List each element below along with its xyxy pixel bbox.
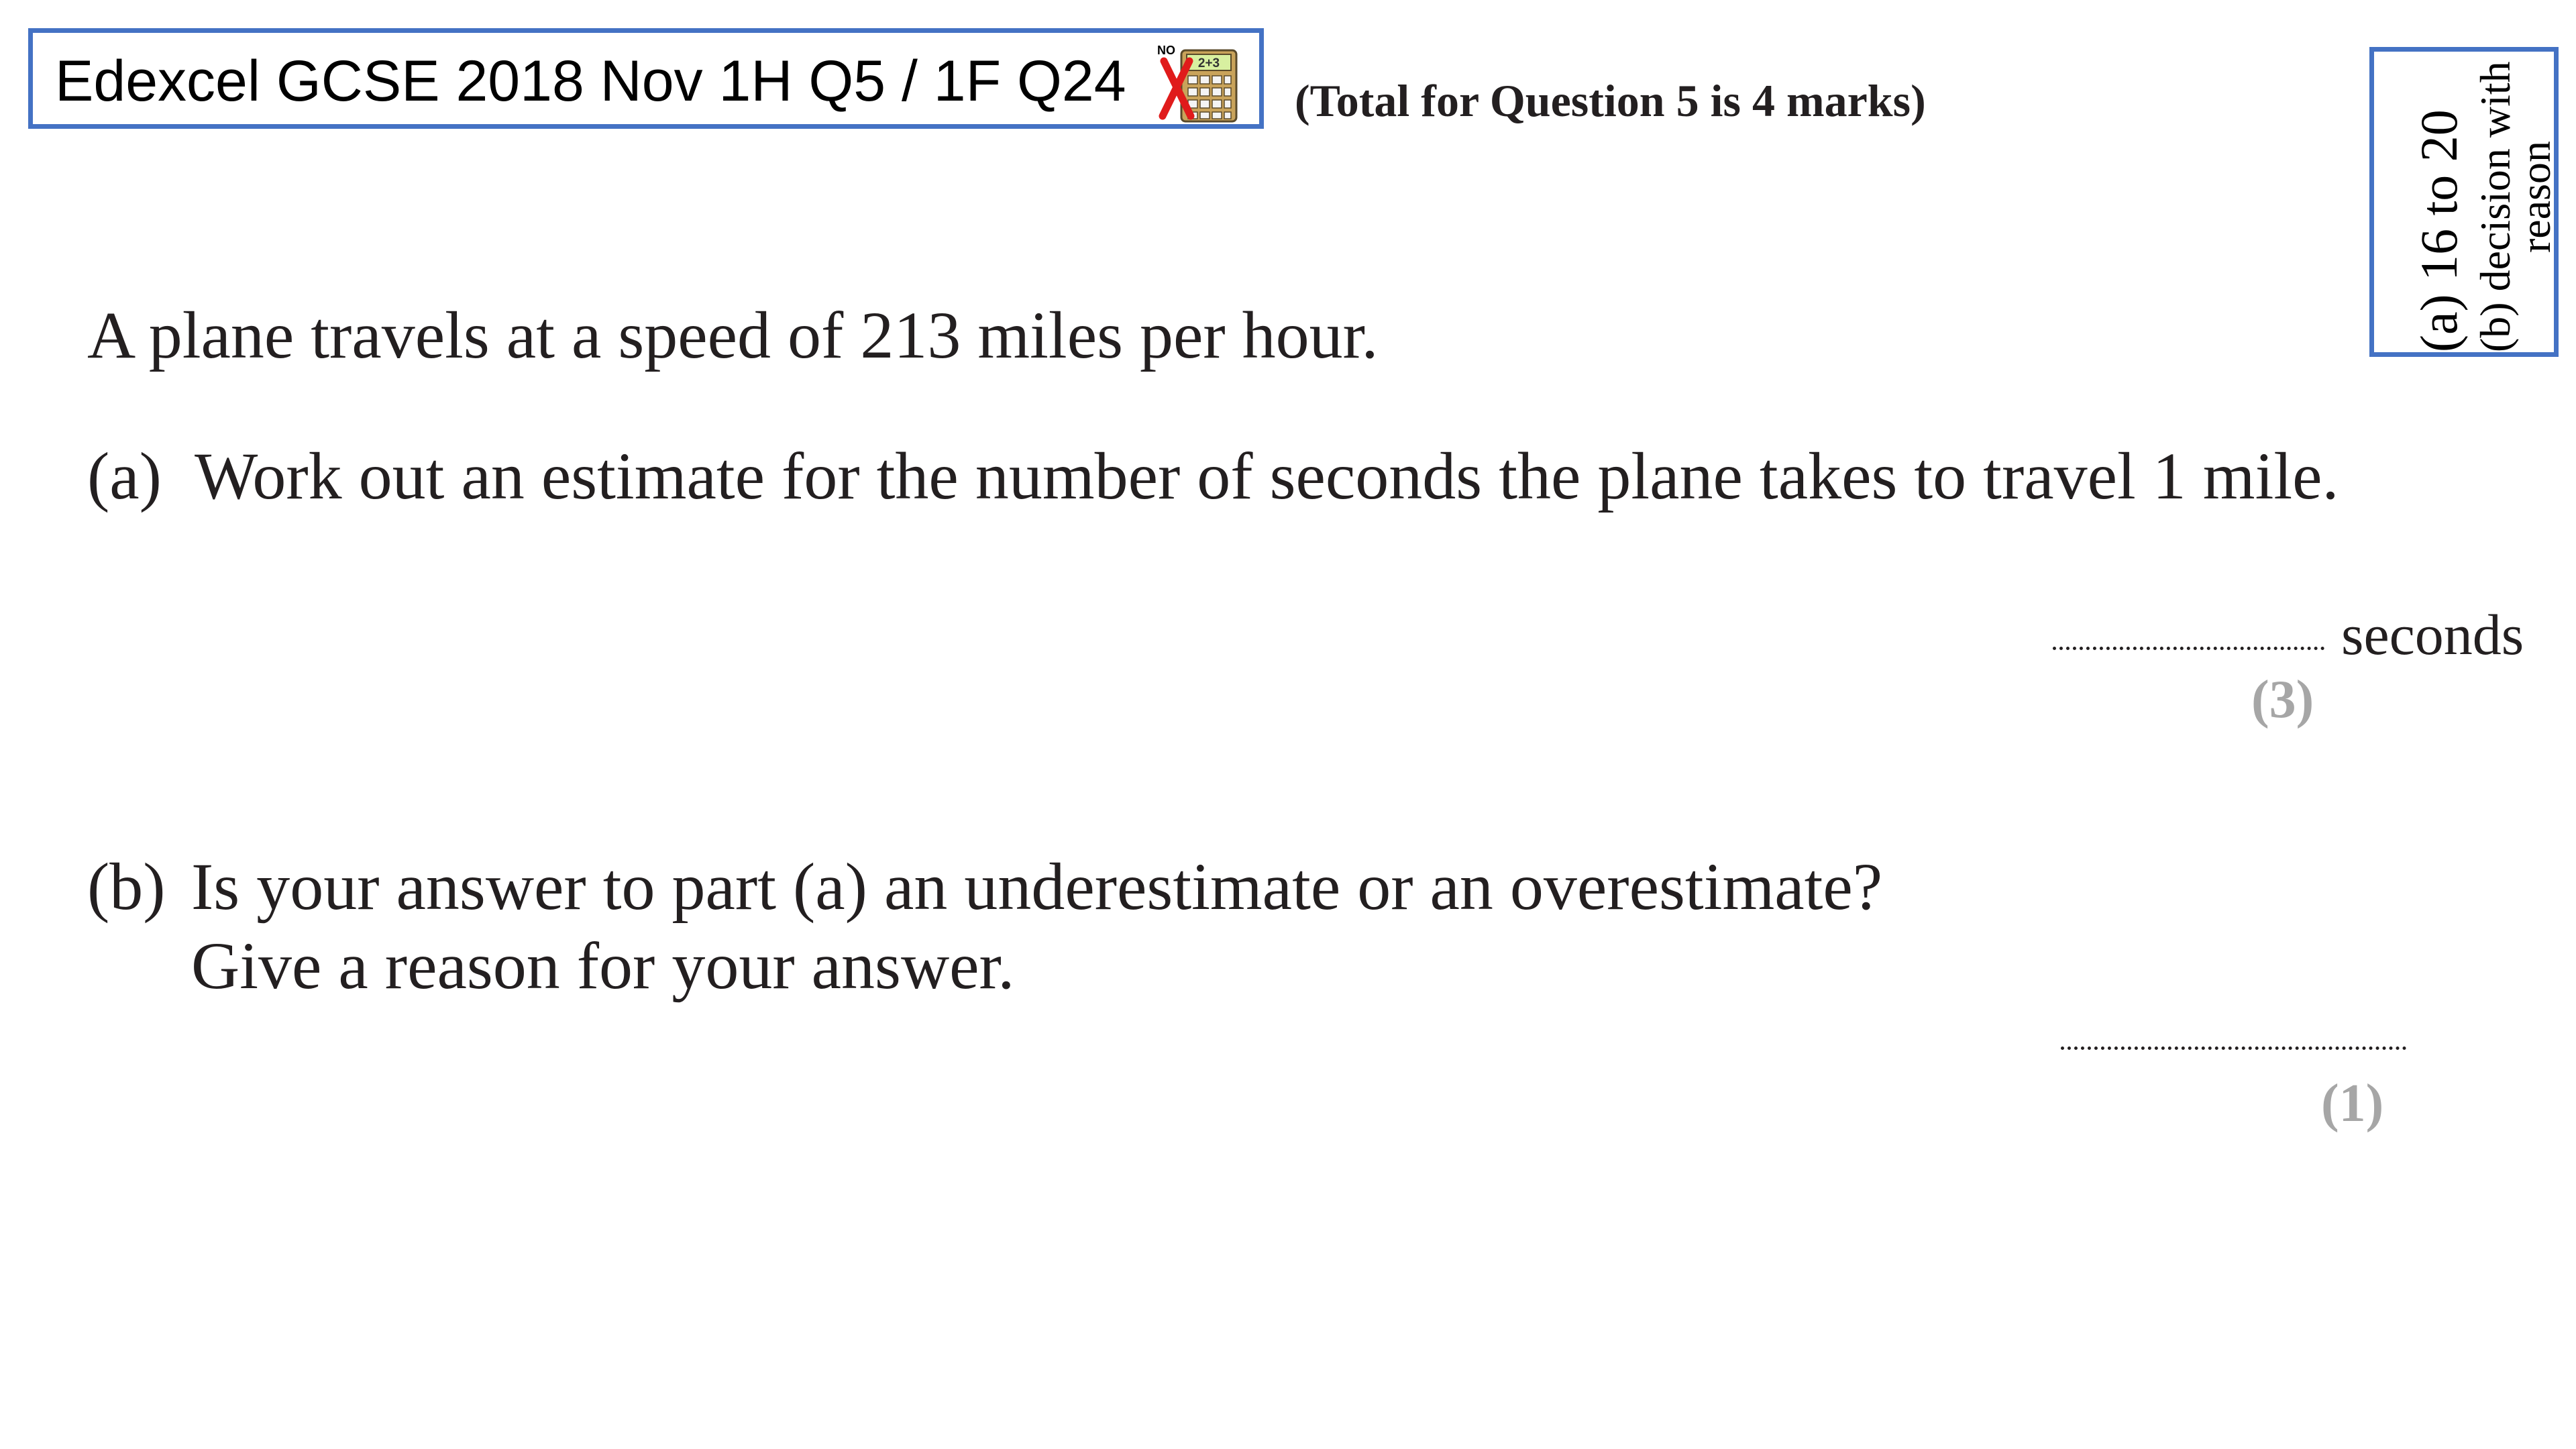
part-b-label: (b) — [87, 849, 166, 924]
question-title-box — [28, 28, 1264, 129]
answer-part-a: (a) 16 to 20 — [2410, 109, 2468, 352]
part-b-marks: (1) — [2321, 1074, 2384, 1133]
calculator-no-label: NO — [1157, 44, 1175, 57]
total-marks: (Total for Question 5 is 4 marks) — [1295, 75, 1926, 126]
part-a-unit: seconds — [2341, 602, 2524, 667]
calculator-display-text: 2+3 — [1197, 56, 1220, 70]
answers-box — [2369, 47, 2559, 357]
part-b-line1: Is your answer to part (a) an underestimate or an overestimate? — [191, 849, 1883, 924]
part-b-answer-line[interactable] — [2061, 1046, 2406, 1050]
part-a-label: (a) — [87, 439, 162, 513]
answer-part-b-line1: (b) decision with — [2471, 61, 2519, 352]
question-title: Edexcel GCSE 2018 Nov 1H Q5 / 1F Q24 — [55, 49, 1126, 113]
part-a-text: Work out an estimate for the number of seconds the plane takes to travel 1 mile. — [195, 439, 2339, 513]
no-calculator-icon — [1155, 41, 1242, 124]
answer-part-b-line2: reason — [2512, 140, 2559, 253]
part-b-line2: Give a reason for your answer. — [191, 928, 1015, 1003]
part-a-marks: (3) — [2251, 670, 2314, 729]
part-a-answer-line[interactable] — [2053, 647, 2324, 650]
question-stem: A plane travels at a speed of 213 miles per hour. — [87, 298, 1379, 372]
